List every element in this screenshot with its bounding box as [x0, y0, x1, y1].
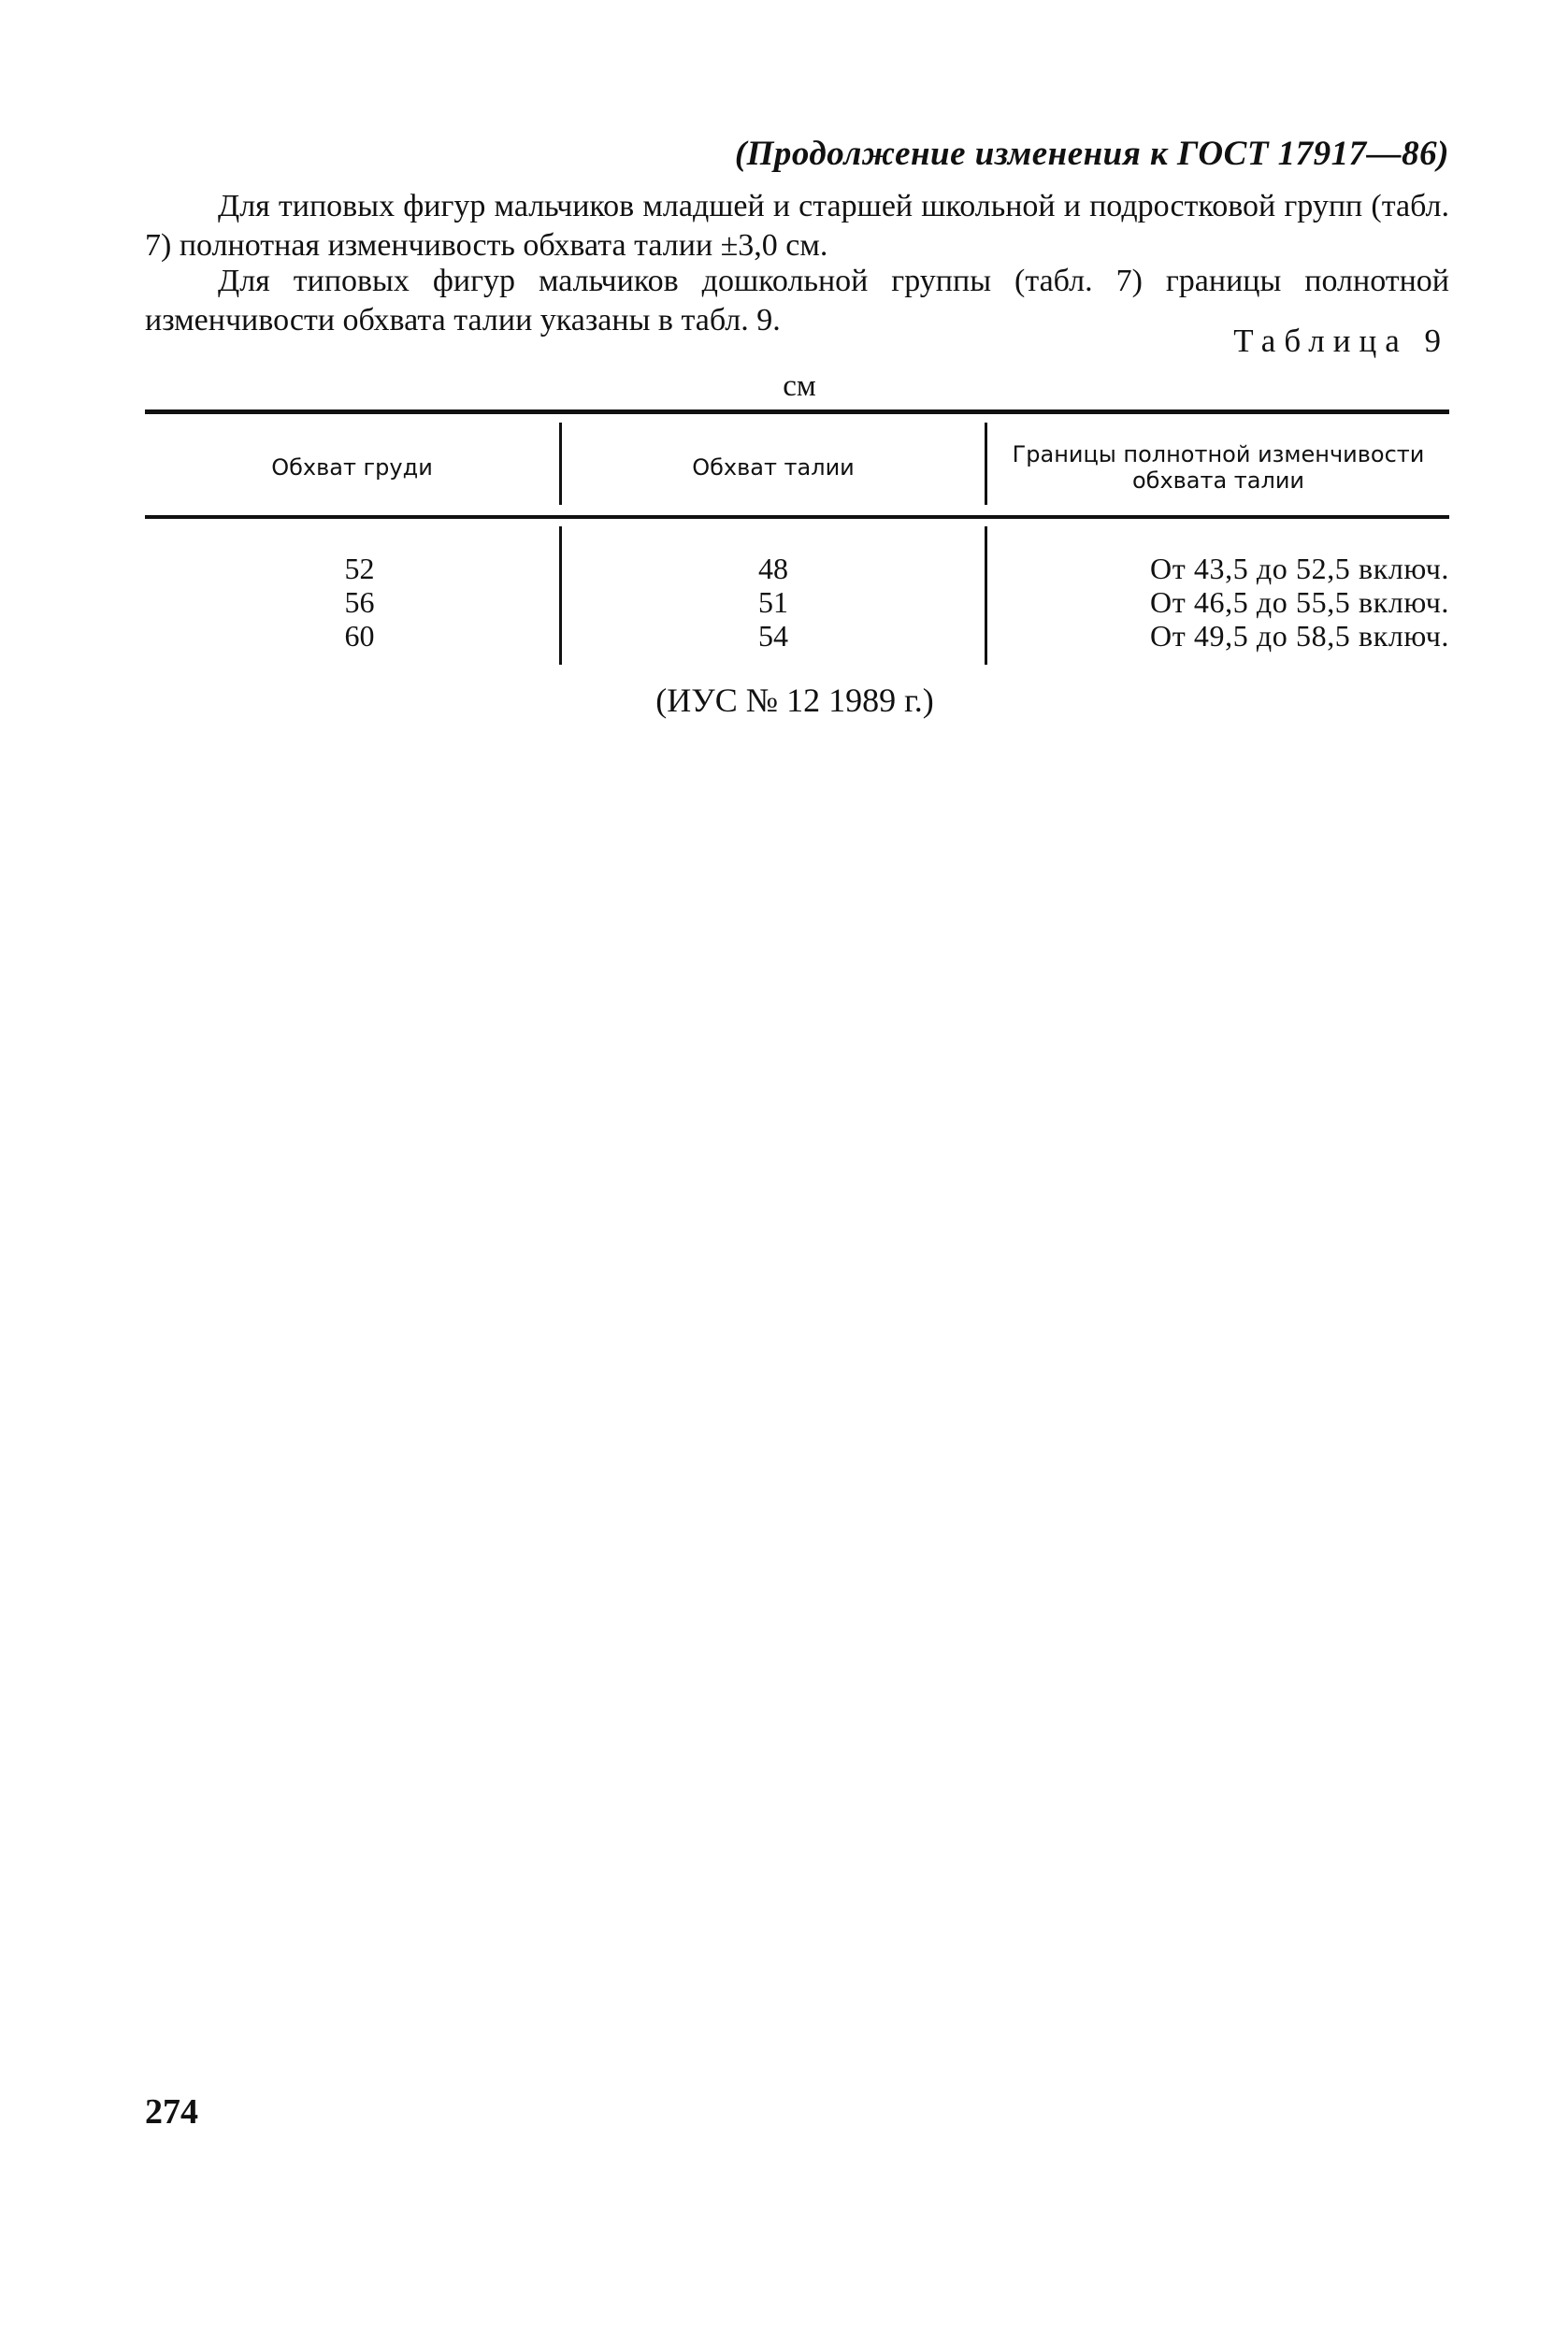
- table-cell: 51: [758, 585, 788, 619]
- column-header-waist-range: Границы полнотной изменчивости обхвата талии: [1012, 441, 1425, 494]
- source-note: (ИУС № 12 1989 г.): [655, 682, 934, 719]
- paragraph-2-text: Для типовых фигур мальчиков дошкольной группы (табл. 7) границы полнотной изменчивости обхвата талии указаны в табл. 9.: [145, 264, 1449, 338]
- table-unit: см: [783, 369, 816, 403]
- table-cell: 54: [758, 619, 788, 653]
- table-top-rule: [145, 409, 1449, 414]
- column-chest-values: [145, 552, 559, 653]
- column-range-values: [987, 552, 1449, 653]
- table-label: Таблица 9: [1233, 323, 1449, 359]
- column-waist-values: [562, 552, 985, 653]
- table-cell: От 43,5 до 52,5 включ.: [1150, 552, 1449, 585]
- table-header-rule: [145, 515, 1449, 519]
- continuation-note: (Продолжение изменения к ГОСТ 17917—86): [734, 135, 1449, 173]
- table-cell: 56: [344, 585, 375, 619]
- table-cell: 60: [344, 619, 375, 653]
- table-cell: 48: [758, 552, 788, 585]
- table-cell: От 46,5 до 55,5 включ.: [1150, 585, 1449, 619]
- column-header-chest: Обхват груди: [271, 454, 433, 481]
- paragraph-1-text: Для типовых фигур мальчиков младшей и старшей школьной и подростковой групп (табл. 7) полнотная изменчивость обхвата талии ±3,0 см.: [145, 189, 1449, 263]
- table-cell: От 49,5 до 58,5 включ.: [1150, 619, 1449, 653]
- column-header-waist: Обхват талии: [692, 454, 855, 481]
- paragraph-1: [145, 187, 1449, 266]
- table-cell: 52: [344, 552, 375, 585]
- page-number: 274: [145, 2092, 198, 2132]
